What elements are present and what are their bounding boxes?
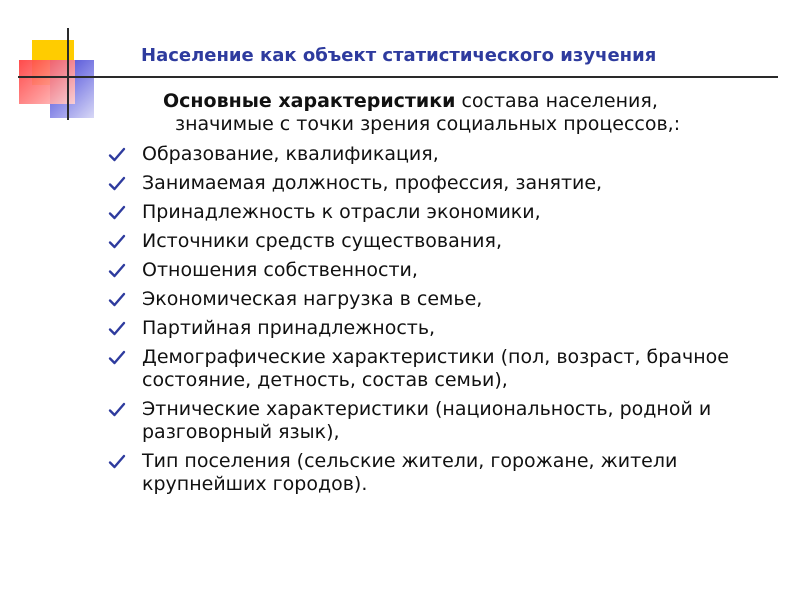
intro-text [141, 90, 761, 136]
checkmark-icon [108, 262, 126, 280]
intro-line-1 [141, 90, 761, 113]
list-item [108, 143, 783, 166]
list-item-text: Источники средств существования, [142, 230, 502, 252]
checkmark-icon [108, 204, 126, 222]
vertical-rule [67, 28, 69, 120]
list-item-text: Занимаемая должность, профессия, занятие, [142, 172, 603, 194]
list-item-text: Тип поселения (сельские жители, горожане, жители крупнейших городов). [142, 450, 678, 495]
list-item-text: Экономическая нагрузка в семье, [142, 288, 483, 310]
checkmark-icon [108, 453, 126, 471]
list-item-text: Образование, квалификация, [142, 143, 439, 165]
intro-rest: состава населения, [455, 90, 658, 112]
checkmark-icon [108, 146, 126, 164]
list-item-text: Отношения собственности, [142, 259, 418, 281]
checkmark-icon [108, 401, 126, 419]
list-item-text: Демографические характеристики (пол, возраст, брачное состояние, детность, состав семьи), [142, 346, 729, 391]
list-item [108, 288, 783, 311]
list-item-text: Принадлежность к отрасли экономики, [142, 201, 541, 223]
characteristics-list [108, 143, 783, 502]
list-item [108, 346, 783, 392]
checkmark-icon [108, 349, 126, 367]
checkmark-icon [108, 320, 126, 338]
horizontal-rule [18, 76, 778, 78]
checkmark-icon [108, 175, 126, 193]
slide-title: Население как объект статистического изучения [141, 45, 657, 66]
list-item [108, 398, 783, 444]
list-item [108, 317, 783, 340]
list-item-text: Партийная принадлежность, [142, 317, 436, 339]
list-item-text: Этнические характеристики (национальность, родной и разговорный язык), [142, 398, 712, 443]
list-item [108, 259, 783, 282]
intro-line-2: значимые с точки зрения социальных процессов,: [175, 113, 681, 135]
intro-bold: Основные характеристики [163, 90, 456, 112]
list-item [108, 201, 783, 224]
list-item [108, 450, 783, 496]
list-item [108, 230, 783, 253]
list-item [108, 172, 783, 195]
checkmark-icon [108, 291, 126, 309]
checkmark-icon [108, 233, 126, 251]
